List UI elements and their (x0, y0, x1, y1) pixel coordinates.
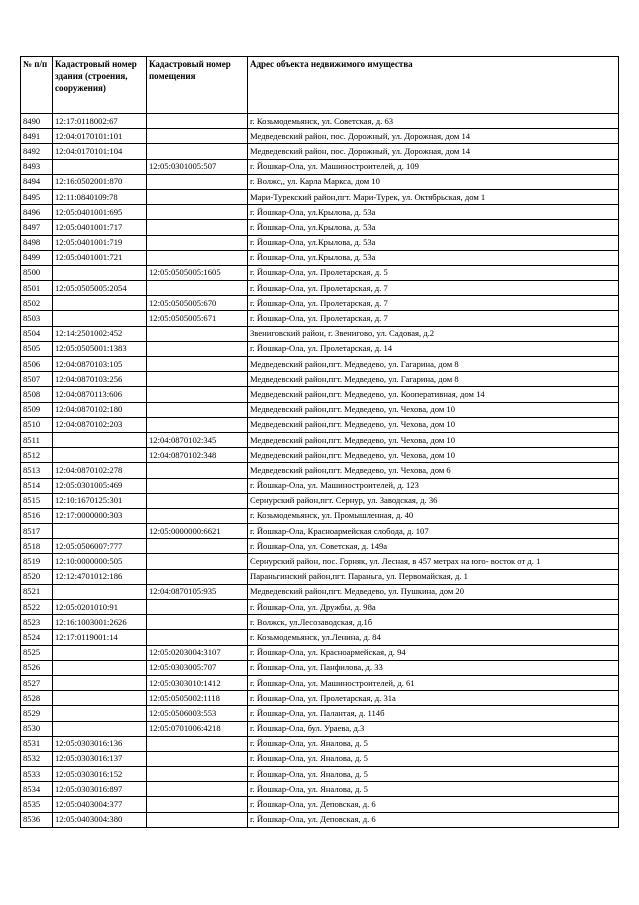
cell-address: г. Йошкар-Ола, ул. Палантая, д. 114б (248, 706, 619, 721)
table-row (21, 281, 619, 296)
cell-building-cadastral-number: 12:14:2501002:452 (53, 326, 147, 341)
cell-premises-cadastral-number: 12:05:0505005:1605 (147, 265, 248, 280)
cell-building-cadastral-number: 12:05:0505005:2054 (53, 281, 147, 296)
table-row (21, 265, 619, 280)
cell-address: Медведевский район,пгт. Медведево, ул. Чехова, дом 10 (248, 402, 619, 417)
cell-row-number: 8530 (21, 721, 53, 736)
cell-row-number: 8513 (21, 463, 53, 478)
cell-address: г. Йошкар-Ола, ул. Пролетарская, д. 31а (248, 691, 619, 706)
cell-address: Медведевский район,пгт. Медведево, ул. Чехова, дом 10 (248, 448, 619, 463)
cell-row-number: 8514 (21, 478, 53, 493)
table-row (21, 250, 619, 265)
cell-row-number: 8506 (21, 357, 53, 372)
cell-building-cadastral-number: 12:12:4701012:186 (53, 569, 147, 584)
cell-premises-cadastral-number (147, 387, 248, 402)
table-row (21, 797, 619, 812)
cell-row-number: 8500 (21, 265, 53, 280)
cell-row-number: 8512 (21, 448, 53, 463)
cell-premises-cadastral-number (147, 189, 248, 204)
cell-building-cadastral-number (53, 432, 147, 447)
cell-address: г. Йошкар-Ола, ул. Пролетарская, д. 7 (248, 311, 619, 326)
cell-row-number: 8519 (21, 554, 53, 569)
cell-address: г. Йошкар-Ола, ул.Крылова, д. 53а (248, 235, 619, 250)
cell-row-number: 8523 (21, 615, 53, 630)
table-row (21, 326, 619, 341)
cell-building-cadastral-number (53, 311, 147, 326)
cell-row-number: 8502 (21, 296, 53, 311)
cell-row-number: 8505 (21, 341, 53, 356)
cell-premises-cadastral-number: 12:05:0505005:670 (147, 296, 248, 311)
cell-premises-cadastral-number (147, 797, 248, 812)
table-row (21, 751, 619, 766)
cell-address: Медведевский район,пгт. Медведево, ул. Кооперативная, дом 14 (248, 387, 619, 402)
cell-building-cadastral-number: 12:04:0170101:104 (53, 144, 147, 159)
cell-building-cadastral-number: 12:17:0119001:14 (53, 630, 147, 645)
cell-address: г. Йошкар-Ола, ул. Советская, д. 149а (248, 539, 619, 554)
cell-building-cadastral-number: 12:05:0506007:777 (53, 539, 147, 554)
table-row (21, 478, 619, 493)
cell-building-cadastral-number (53, 159, 147, 174)
cell-address: г. Йошкар-Ола, ул. Пролетарская, д. 7 (248, 296, 619, 311)
cell-row-number: 8496 (21, 205, 53, 220)
cell-address: Звениговский район, г. Звенигово, ул. Садовая, д.2 (248, 326, 619, 341)
cell-building-cadastral-number: 12:04:0870102:180 (53, 402, 147, 417)
table-row (21, 675, 619, 690)
cell-address: Параньгинский район,пгт. Параньга, ул. Первомайская, д. 1 (248, 569, 619, 584)
cell-address: г. Йошкар-Ола, ул. Деповская, д. 6 (248, 797, 619, 812)
cell-row-number: 8526 (21, 660, 53, 675)
cell-premises-cadastral-number: 12:04:0870105:935 (147, 584, 248, 599)
cell-row-number: 8493 (21, 159, 53, 174)
table-row (21, 645, 619, 660)
table-row (21, 493, 619, 508)
table-row (21, 706, 619, 721)
cell-building-cadastral-number: 12:16:1003001:2626 (53, 615, 147, 630)
table-row (21, 615, 619, 630)
cell-address: г. Йошкар-Ола, ул. Яналова, д. 5 (248, 767, 619, 782)
cell-address: Медведевский район, пос. Дорожный, ул. Дорожная, дом 14 (248, 129, 619, 144)
cell-address: Мари-Турекский район,пгт. Мари-Турек, ул. Октябрьская, дом 1 (248, 189, 619, 204)
cell-building-cadastral-number (53, 448, 147, 463)
table-row (21, 432, 619, 447)
cell-building-cadastral-number: 12:10:1670125:301 (53, 493, 147, 508)
cell-address: г. Йошкар-Ола, бул. Ураева, д.3 (248, 721, 619, 736)
table-row (21, 812, 619, 827)
cell-premises-cadastral-number (147, 220, 248, 235)
cell-address: г. Волжс,, ул. Карла Маркса, дом 10 (248, 174, 619, 189)
cell-row-number: 8518 (21, 539, 53, 554)
cell-premises-cadastral-number (147, 129, 248, 144)
cell-address: г. Йошкар-Ола, ул. Пролетарская, д. 5 (248, 265, 619, 280)
cell-premises-cadastral-number: 12:05:0203004:3107 (147, 645, 248, 660)
cell-premises-cadastral-number (147, 782, 248, 797)
cell-premises-cadastral-number (147, 554, 248, 569)
cell-premises-cadastral-number (147, 569, 248, 584)
header-row-number: № п/п (21, 57, 53, 114)
table-row (21, 767, 619, 782)
table-row (21, 189, 619, 204)
table-row (21, 448, 619, 463)
cell-premises-cadastral-number (147, 326, 248, 341)
cell-address: г. Козьмодемьянск, ул. Промышленная, д. 40 (248, 508, 619, 523)
cell-row-number: 8507 (21, 372, 53, 387)
cell-row-number: 8536 (21, 812, 53, 827)
cell-building-cadastral-number (53, 524, 147, 539)
cell-premises-cadastral-number: 12:05:0506003:553 (147, 706, 248, 721)
cell-premises-cadastral-number: 12:05:0505005:671 (147, 311, 248, 326)
table-row (21, 402, 619, 417)
cell-row-number: 8508 (21, 387, 53, 402)
cell-building-cadastral-number: 12:05:0303016:136 (53, 736, 147, 751)
cell-row-number: 8515 (21, 493, 53, 508)
cell-premises-cadastral-number: 12:05:0303005:707 (147, 660, 248, 675)
cell-premises-cadastral-number (147, 174, 248, 189)
cell-building-cadastral-number: 12:05:0301005:469 (53, 478, 147, 493)
cell-row-number: 8534 (21, 782, 53, 797)
cell-premises-cadastral-number (147, 417, 248, 432)
cell-building-cadastral-number (53, 265, 147, 280)
cell-row-number: 8501 (21, 281, 53, 296)
cell-building-cadastral-number (53, 660, 147, 675)
cell-premises-cadastral-number (147, 281, 248, 296)
cell-address: г. Козьмодемьянск, ул.Ленина, д. 84 (248, 630, 619, 645)
cell-building-cadastral-number: 12:04:0870103:105 (53, 357, 147, 372)
table-row (21, 584, 619, 599)
cell-premises-cadastral-number (147, 539, 248, 554)
cell-building-cadastral-number: 12:04:0870102:278 (53, 463, 147, 478)
cell-premises-cadastral-number: 12:05:0505002:1118 (147, 691, 248, 706)
cell-address: г. Йошкар-Ола, ул. Яналова, д. 5 (248, 782, 619, 797)
cell-address: г. Йошкар-Ола, ул. Пролетарская, д. 7 (248, 281, 619, 296)
table-row (21, 524, 619, 539)
cell-premises-cadastral-number: 12:05:0701006:4218 (147, 721, 248, 736)
cell-row-number: 8504 (21, 326, 53, 341)
cell-address: г. Козьмодемьянск, ул. Советская, д. 63 (248, 114, 619, 129)
cell-premises-cadastral-number (147, 493, 248, 508)
cell-address: г. Волжск, ул.Лесозаводская, д.1б (248, 615, 619, 630)
cell-address: г. Йошкар-Ола, ул. Яналова, д. 5 (248, 751, 619, 766)
cell-address: Медведевский район,пгт. Медведево, ул. Чехова, дом 6 (248, 463, 619, 478)
cell-address: г. Йошкар-Ола, ул. Машиностроителей, д. 109 (248, 159, 619, 174)
cell-row-number: 8535 (21, 797, 53, 812)
cell-row-number: 8495 (21, 189, 53, 204)
cell-building-cadastral-number (53, 721, 147, 736)
cell-row-number: 8525 (21, 645, 53, 660)
cell-premises-cadastral-number (147, 357, 248, 372)
cell-building-cadastral-number: 12:16:0502001:870 (53, 174, 147, 189)
cell-premises-cadastral-number: 12:04:0870102:345 (147, 432, 248, 447)
cell-row-number: 8497 (21, 220, 53, 235)
table-row (21, 463, 619, 478)
table-header-row (21, 57, 619, 114)
cell-building-cadastral-number (53, 296, 147, 311)
cell-building-cadastral-number: 12:05:0401001:695 (53, 205, 147, 220)
property-register-table (20, 56, 619, 828)
cell-address: Медведевский район,пгт. Медведево, ул. Гагарина, дом 8 (248, 372, 619, 387)
table-row (21, 508, 619, 523)
table-row (21, 417, 619, 432)
cell-building-cadastral-number (53, 584, 147, 599)
table-body (21, 114, 619, 828)
cell-building-cadastral-number: 12:04:0870103:256 (53, 372, 147, 387)
table-row (21, 311, 619, 326)
cell-premises-cadastral-number (147, 600, 248, 615)
cell-building-cadastral-number (53, 691, 147, 706)
cell-premises-cadastral-number (147, 250, 248, 265)
table-row (21, 736, 619, 751)
cell-row-number: 8527 (21, 675, 53, 690)
cell-premises-cadastral-number: 12:05:0303010:1412 (147, 675, 248, 690)
cell-row-number: 8511 (21, 432, 53, 447)
cell-address: г. Йошкар-Ола, ул. Яналова, д. 5 (248, 736, 619, 751)
table-row (21, 539, 619, 554)
cell-building-cadastral-number: 12:04:0870113:606 (53, 387, 147, 402)
cell-building-cadastral-number: 12:05:0505001:1383 (53, 341, 147, 356)
table-row (21, 114, 619, 129)
cell-premises-cadastral-number (147, 144, 248, 159)
cell-address: Медведевский район,пгт. Медведево, ул. Чехова, дом 10 (248, 417, 619, 432)
cell-building-cadastral-number: 12:05:0303016:897 (53, 782, 147, 797)
cell-premises-cadastral-number (147, 630, 248, 645)
cell-premises-cadastral-number (147, 463, 248, 478)
cell-building-cadastral-number (53, 645, 147, 660)
cell-premises-cadastral-number (147, 508, 248, 523)
cell-premises-cadastral-number (147, 235, 248, 250)
cell-premises-cadastral-number (147, 767, 248, 782)
cell-premises-cadastral-number (147, 402, 248, 417)
table-row (21, 721, 619, 736)
cell-address: г. Йошкар-Ола, ул. Красноармейская, д. 94 (248, 645, 619, 660)
header-property-address: Адрес объекта недвижимого имущества (248, 57, 619, 114)
cell-row-number: 8533 (21, 767, 53, 782)
cell-building-cadastral-number (53, 675, 147, 690)
cell-address: г. Йошкар-Ола, Красноармейская слобода, д. 107 (248, 524, 619, 539)
cell-row-number: 8520 (21, 569, 53, 584)
cell-building-cadastral-number: 12:05:0401001:721 (53, 250, 147, 265)
cell-building-cadastral-number: 12:05:0303016:137 (53, 751, 147, 766)
table-row (21, 235, 619, 250)
cell-premises-cadastral-number: 12:05:0301005:507 (147, 159, 248, 174)
cell-building-cadastral-number: 12:04:0870102:203 (53, 417, 147, 432)
table-row (21, 357, 619, 372)
cell-row-number: 8498 (21, 235, 53, 250)
cell-row-number: 8499 (21, 250, 53, 265)
table-row (21, 296, 619, 311)
cell-row-number: 8517 (21, 524, 53, 539)
cell-address: Медведевский район,пгт. Медведево, ул. Гагарина, дом 8 (248, 357, 619, 372)
cell-address: г. Йошкар-Ола, ул. Деповская, д. 6 (248, 812, 619, 827)
header-building-cadastral-number: Кадастровый номер здания (строения, сооружения) (53, 57, 147, 114)
table-row (21, 387, 619, 402)
cell-row-number: 8509 (21, 402, 53, 417)
table-row (21, 691, 619, 706)
table-row (21, 569, 619, 584)
cell-row-number: 8490 (21, 114, 53, 129)
cell-premises-cadastral-number (147, 812, 248, 827)
table-row (21, 372, 619, 387)
table-row (21, 159, 619, 174)
cell-row-number: 8492 (21, 144, 53, 159)
cell-building-cadastral-number: 12:17:0118002:67 (53, 114, 147, 129)
cell-row-number: 8521 (21, 584, 53, 599)
cell-row-number: 8491 (21, 129, 53, 144)
cell-address: Медведевский район,пгт. Медведево, ул. Пушкина, дом 20 (248, 584, 619, 599)
cell-row-number: 8522 (21, 600, 53, 615)
cell-address: Сернурский район, пос. Горняк, ул. Лесная, в 457 метрах на юго- восток от д. 1 (248, 554, 619, 569)
cell-address: г. Йошкар-Ола, ул.Крылова, д. 53а (248, 205, 619, 220)
table-row (21, 129, 619, 144)
header-premises-cadastral-number: Кадастровый номер помещения (147, 57, 248, 114)
table-row (21, 174, 619, 189)
cell-building-cadastral-number: 12:05:0403004:377 (53, 797, 147, 812)
cell-address: г. Йошкар-Ола, ул.Крылова, д. 53а (248, 250, 619, 265)
cell-building-cadastral-number (53, 706, 147, 721)
table-row (21, 341, 619, 356)
cell-premises-cadastral-number (147, 372, 248, 387)
cell-premises-cadastral-number: 12:05:0000000:6621 (147, 524, 248, 539)
cell-row-number: 8529 (21, 706, 53, 721)
cell-address: Медведевский район,пгт. Медведево, ул. Чехова, дом 10 (248, 432, 619, 447)
table-row (21, 205, 619, 220)
cell-premises-cadastral-number (147, 751, 248, 766)
cell-address: г. Йошкар-Ола, ул. Машиностроителей, д. 123 (248, 478, 619, 493)
cell-building-cadastral-number: 12:04:0170101:101 (53, 129, 147, 144)
table-row (21, 554, 619, 569)
cell-building-cadastral-number: 12:05:0201010:91 (53, 600, 147, 615)
cell-building-cadastral-number: 12:05:0401001:717 (53, 220, 147, 235)
cell-building-cadastral-number: 12:05:0401001:719 (53, 235, 147, 250)
table-row (21, 660, 619, 675)
cell-premises-cadastral-number (147, 341, 248, 356)
cell-building-cadastral-number: 12:05:0303016:152 (53, 767, 147, 782)
cell-premises-cadastral-number (147, 736, 248, 751)
cell-row-number: 8510 (21, 417, 53, 432)
cell-building-cadastral-number: 12:10:0000000:505 (53, 554, 147, 569)
cell-building-cadastral-number: 12:05:0403004:380 (53, 812, 147, 827)
table-row (21, 630, 619, 645)
cell-row-number: 8528 (21, 691, 53, 706)
cell-address: г. Йошкар-Ола, ул.Крылова, д. 53а (248, 220, 619, 235)
cell-premises-cadastral-number (147, 205, 248, 220)
cell-address: г. Йошкар-Ола, ул. Панфилова, д. 33 (248, 660, 619, 675)
cell-premises-cadastral-number (147, 478, 248, 493)
cell-row-number: 8503 (21, 311, 53, 326)
cell-row-number: 8516 (21, 508, 53, 523)
cell-address: г. Йошкар-Ола, ул. Машиностроителей, д. 61 (248, 675, 619, 690)
table-row (21, 782, 619, 797)
cell-building-cadastral-number: 12:17:0000000:303 (53, 508, 147, 523)
table-row (21, 220, 619, 235)
cell-row-number: 8531 (21, 736, 53, 751)
cell-premises-cadastral-number (147, 114, 248, 129)
cell-address: г. Йошкар-Ола, ул. Пролетарская, д. 14 (248, 341, 619, 356)
cell-premises-cadastral-number (147, 615, 248, 630)
table-row (21, 600, 619, 615)
cell-building-cadastral-number: 12:11:0840109:78 (53, 189, 147, 204)
cell-address: г. Йошкар-Ола, ул. Дружбы, д. 98а (248, 600, 619, 615)
cell-premises-cadastral-number: 12:04:0870102:348 (147, 448, 248, 463)
table-row (21, 144, 619, 159)
cell-address: Медведевский район, пос. Дорожный, ул. Дорожная, дом 14 (248, 144, 619, 159)
cell-row-number: 8524 (21, 630, 53, 645)
cell-row-number: 8532 (21, 751, 53, 766)
cell-row-number: 8494 (21, 174, 53, 189)
cell-address: Сернурский район,пгт. Сернур, ул. Заводская, д. 36 (248, 493, 619, 508)
